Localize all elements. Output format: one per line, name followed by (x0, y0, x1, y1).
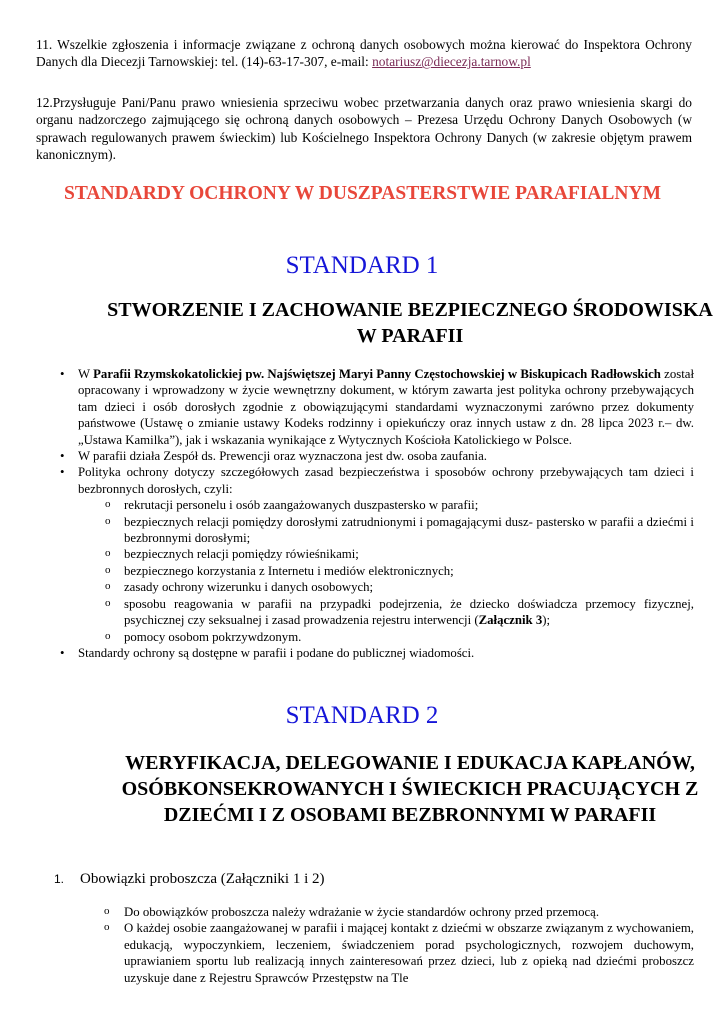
bullet-1-post: został opracowany i wprowadzony w życie wewnętrzny dokument, w którym zawarta jest polityka ochrony przebywających tam dzieci i osób dorosłych zgodnie z obowiązującymi standardami wyznaczonymi zarówno przez dokumenty państwowe (Ustawę o zmianie ustawy Kodeks rodzinny i opiekuńczy oraz innych ustaw z dn. 28 lipca 2023 r.– dw. „Ustawa Kamilka”), jak i wskazania wynikające z Wytycznych Kościoła Katolickiego w Polsce. (78, 367, 695, 447)
sub-list (78, 497, 694, 645)
standard-2-title: WERYFIKACJA, DELEGOWANIE I EDUKACJA KAPŁANÓW, OSÓBKONSEKROWANYCH I ŚWIECKICH PRACUJĄCYCH Z DZIEĆMI I Z OSOBAMI BEZBRONNYMI W PARAFII (121, 752, 699, 826)
standard-2-sub-list (0, 904, 724, 986)
attachment-ref: Załącznik 3 (478, 613, 543, 628)
sub-6-post: ); (542, 613, 551, 628)
sub-list-item: o bezpiecznych relacji pomiędzy rówieśnikami; (78, 546, 694, 562)
standard-1-title: STWORZENIE I ZACHOWANIE BEZPIECZNEGO ŚRODOWISKA W PARAFII (107, 299, 713, 347)
standard-2-heading: STANDARD 2 (285, 702, 439, 729)
sub-list-item (78, 596, 694, 629)
sub-6-pre: sposobu reagowania w parafii na przypadki podejrzenia, że dziecko doświadcza przemocy fizycznej, psychicznej czy seksualnej i zasad prowadzenia rejestru interwencji ( (124, 596, 694, 628)
sub-list-item: o bezpiecznych relacji pomiędzy dorosłymi zatrudnionymi i pomagającymi dusz- pastersko w parafii a dziećmi i bezbronnymi dorosłymi; (78, 514, 694, 547)
paragraph-12: 12.Przysługuje Pani/Panu prawo wniesienia sprzeciwu wobec przetwarzania danych oraz prawo wniesienia skargi do organu nadzorczego zajmującego się ochroną danych osobowych – Prezesa Urzędu Ochrony Danych Osobowych (w sprawach regulowanych prawem świeckim) lub Kościelnego Inspektora Ochrony Danych (w zakresie objętym prawem kanonicznym). (36, 95, 692, 162)
standard-1-bullet-list (0, 366, 724, 661)
sub-list-item: o O każdej osobie zaangażowanej w parafii i mającej kontakt z dziećmi w obszarze związanym z wychowaniem, edukacją, wypoczynkiem, leczeniem, świadczeniem porad psychologicznych, rozwojem duchowym, uprawianiem sportu lub realizacją innych zainteresowań przez dzieci, lub z opieką nad dziećmi proboszcz uzyskuje dane z Rejestru Sprawców Przestępstw na Tle (0, 920, 724, 986)
numbered-item-1 (54, 870, 325, 888)
list-item: • W parafii działa Zespół ds. Prewencji oraz wyznaczona jest dw. osoba zaufania. (0, 448, 724, 464)
list-item: • Standardy ochrony są dostępne w parafii i podane do publicznej wiadomości. (0, 645, 724, 661)
item-number: 1. (54, 872, 65, 886)
sub-list-item: o zasady ochrony wizerunku i danych osobowych; (78, 579, 694, 595)
sub-list-item: o rekrutacji personelu i osób zaangażowanych duszpastersko w parafii; (78, 497, 694, 513)
sub-list-item: o Do obowiązków proboszcza należy wdrażanie w życie standardów ochrony przed przemocą. (0, 904, 724, 920)
list-item (0, 366, 724, 448)
paragraph-11-text: 11. Wszelkie zgłoszenia i informacje związane z ochroną danych osobowych można kierować do Inspektora Ochrony Danych dla Diecezji Tarnowskiej: tel. (14)-63-17-307, e-mail: (36, 37, 692, 70)
email-link[interactable]: notariusz@diecezja.tarnow.pl (372, 54, 531, 70)
main-title: STANDARDY OCHRONY W DUSZPASTERSTWIE PARAFIALNYM (64, 183, 661, 204)
bullet-1-pre: W (78, 367, 94, 381)
paragraph-11 (36, 36, 692, 71)
bullet-3-text: Polityka ochrony dotyczy szczegółowych zasad bezpieczeństwa i sposobów ochrony przebywających tam dzieci i bezbronnych dorosłych, czyli: (78, 465, 694, 496)
list-item (0, 464, 724, 644)
sub-list-item: o bezpiecznego korzystania z Internetu i mediów elektronicznych; (78, 563, 694, 579)
sub-list-item: o pomocy osobom pokrzywdzonym. (78, 629, 694, 645)
parish-name: Parafii Rzymskokatolickiej pw. Najświętszej Maryi Panny Częstochowskiej w Biskupicach Radłowskich (93, 367, 661, 381)
standard-1-heading: STANDARD 1 (285, 252, 439, 279)
item-text: Obowiązki proboszcza (Załączniki 1 i 2) (80, 871, 325, 887)
